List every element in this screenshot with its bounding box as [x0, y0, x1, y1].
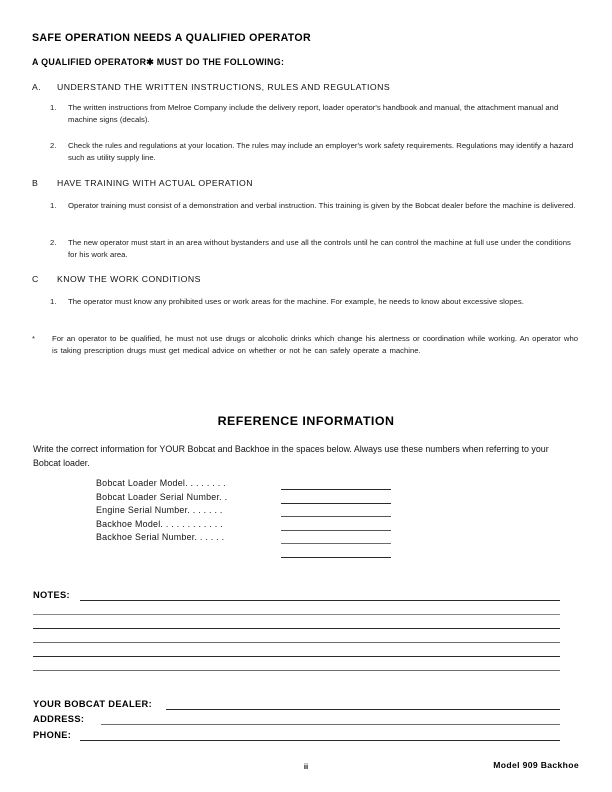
notes-line[interactable]	[80, 600, 560, 601]
section-title-a: UNDERSTAND THE WRITTEN INSTRUCTIONS, RULES AND REGULATIONS	[57, 82, 391, 92]
reference-field-label: Engine Serial Number. . . . . . .	[96, 505, 223, 516]
list-item	[50, 102, 578, 125]
list-marker: 2.	[50, 238, 57, 247]
dealer-address-label: ADDRESS:	[33, 714, 85, 724]
notes-line[interactable]	[33, 642, 560, 643]
notes-line[interactable]	[33, 670, 560, 671]
notes-label: NOTES:	[33, 590, 70, 600]
section-marker-a: A.	[32, 82, 42, 92]
footnote-text: For an operator to be qualified, he must not use drugs or alcoholic drinks which change his alertness or coordination while working. An operator who is taking prescription drugs must get medical advice on whether or not he can safely operate a machine.	[52, 334, 578, 356]
notes-line[interactable]	[33, 614, 560, 615]
reference-field-row	[96, 505, 396, 519]
page-number: ii	[303, 762, 309, 771]
reference-field-row	[96, 532, 396, 546]
reference-field-label: Bobcat Loader Model. . . . . . . .	[96, 478, 226, 488]
list-marker: 1.	[50, 297, 57, 306]
reference-field-blank[interactable]	[281, 489, 391, 490]
dealer-phone-line[interactable]	[80, 740, 560, 741]
dealer-phone-label: PHONE:	[33, 730, 72, 740]
list-marker: 2.	[50, 141, 57, 150]
reference-field-blank[interactable]	[281, 516, 391, 517]
footnote-marker: *	[32, 334, 35, 343]
reference-field-blank[interactable]	[281, 543, 391, 544]
list-marker: 1.	[50, 201, 57, 210]
dealer-address-line[interactable]	[101, 724, 560, 725]
list-item	[50, 200, 578, 212]
list-text: The operator must know any prohibited uses or work areas for the machine. For example, he needs to know about excessive slopes.	[68, 297, 524, 306]
footnote	[32, 333, 578, 357]
section-marker-c: C	[32, 274, 39, 284]
reference-information-intro: Write the correct information for YOUR Bobcat and Backhoe in the spaces below. Always use these numbers when referring to your Bobcat loader.	[33, 444, 549, 468]
reference-field-row	[96, 492, 396, 506]
section-title-c: KNOW THE WORK CONDITIONS	[57, 274, 201, 284]
section-heading-a	[32, 82, 390, 92]
reference-field-label: Backhoe Model. . . . . . . . . . . .	[96, 518, 223, 529]
reference-fields	[96, 478, 396, 560]
list-item	[50, 237, 578, 260]
section-title-b: HAVE TRAINING WITH ACTUAL OPERATION	[57, 178, 253, 188]
reference-field-blank[interactable]	[281, 503, 391, 504]
list-text: Check the rules and regulations at your location. The rules may include an employer's work safety requirements. Regulations may identify a hazard such as utility supply line.	[68, 141, 574, 162]
section-heading-c	[32, 274, 201, 284]
dealer-name-label: YOUR BOBCAT DEALER:	[33, 699, 153, 709]
list-text: The written instructions from Melroe Company include the delivery report, loader operator's handbook and manual, the attachment manual and machine signs (decals).	[68, 103, 559, 124]
page-subtitle: A QUALIFIED OPERATOR✱ MUST DO THE FOLLOWING:	[32, 57, 285, 67]
dealer-name-line[interactable]	[166, 709, 560, 710]
reference-field-label: Bobcat Loader Serial Number. .	[96, 491, 228, 502]
list-item	[50, 140, 578, 163]
notes-line[interactable]	[33, 628, 560, 629]
notes-line[interactable]	[33, 656, 560, 657]
reference-field-label: Backhoe Serial Number. . . . . .	[96, 532, 225, 543]
reference-field-blank[interactable]	[281, 530, 391, 531]
section-heading-b	[32, 178, 253, 188]
list-text: Operator training must consist of a demonstration and verbal instruction. This training is given by the Bobcat dealer before the machine is delivered.	[68, 201, 576, 210]
reference-field-blank[interactable]	[281, 557, 391, 558]
model-label: Model 909 Backhoe	[493, 760, 579, 770]
reference-field-row	[96, 519, 396, 533]
page-title: SAFE OPERATION NEEDS A QUALIFIED OPERATOR	[32, 32, 312, 44]
reference-information-heading: REFERENCE INFORMATION	[217, 414, 395, 428]
reference-field-row	[96, 546, 396, 560]
list-marker: 1.	[50, 103, 57, 112]
list-item	[50, 296, 578, 308]
section-marker-b: B	[32, 178, 39, 188]
reference-field-row	[96, 478, 396, 492]
list-text: The new operator must start in an area without bystanders and use all the controls until he can control the machine at full use under the conditions for his work area.	[68, 238, 571, 259]
